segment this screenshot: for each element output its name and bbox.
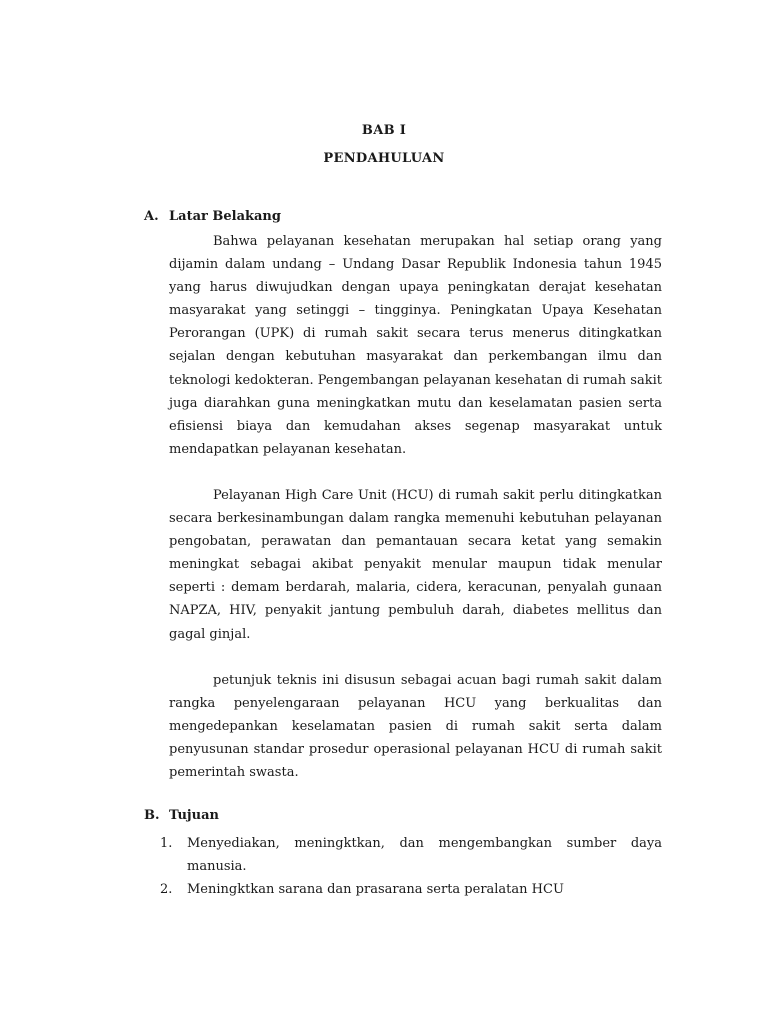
list-item-number: 2. [160, 882, 173, 897]
chapter-title: PENDAHULUAN [323, 151, 445, 166]
section-b-letter: B. [144, 808, 160, 823]
objectives-list-1 [160, 832, 662, 878]
list-item [160, 878, 662, 901]
chapter-label: BAB I [361, 123, 407, 138]
section-b-heading [144, 808, 219, 823]
list-item-text: Meningktkan sarana dan prasarana serta peralatan HCU [187, 882, 564, 897]
list-item-number: 1. [160, 836, 173, 851]
section-a-letter: A. [144, 209, 159, 224]
paragraph-1: Bahwa pelayanan kesehatan merupakan hal setiap orang yang dijamin dalam undang – Undang Dasar Republik Indonesia tahun 1945 yang harus diwujudkan dengan upaya peningkatan derajat kesehatan masyarakat yang setinggi – tingginya. Peningkatan Upaya Kesehatan Perorangan (UPK) di rumah sakit secara terus menerus ditingkatkan sejalan dengan kebutuhan masyarakat dan perkembangan ilmu dan teknologi kedokteran. Pengembangan pelayanan kesehatan di rumah sakit juga diarahkan guna meningkatkan mutu dan keselamatan pasien serta efisiensi biaya dan kemudahan akses segenap masyarakat untuk mendapatkan pelayanan kesehatan. [169, 234, 662, 457]
list-item-text: Menyediakan, meningktkan, dan mengembangkan sumber daya manusia. [187, 836, 662, 875]
section-b-title: Tujuan [169, 808, 219, 823]
list-item [160, 832, 662, 878]
paragraph-3: petunjuk teknis ini disusun sebagai acuan bagi rumah sakit dalam rangka penyelengaraan pelayanan HCU yang berkualitas dan mengedepankan keselamatan pasien di rumah sakit serta dalam penyusunan standar prosedur operasional pelayanan HCU di rumah sakit pemerintah swasta. [169, 673, 662, 781]
objectives-list-2 [160, 878, 662, 901]
section-a-heading [144, 209, 281, 224]
section-a-title: Latar Belakang [169, 209, 281, 224]
paragraph-2: Pelayanan High Care Unit (HCU) di rumah sakit perlu ditingkatkan secara berkesinambungan dalam rangka memenuhi kebutuhan pelayanan pengobatan, perawatan dan pemantauan secara ketat yang semakin meningkat sebagai akibat penyakit menular maupun tidak menular seperti : demam berdarah, malaria, cidera, keracunan, penyalah gunaan NAPZA, HIV, penyakit jantung pembuluh darah, diabetes mellitus dan gagal ginjal. [169, 488, 662, 642]
